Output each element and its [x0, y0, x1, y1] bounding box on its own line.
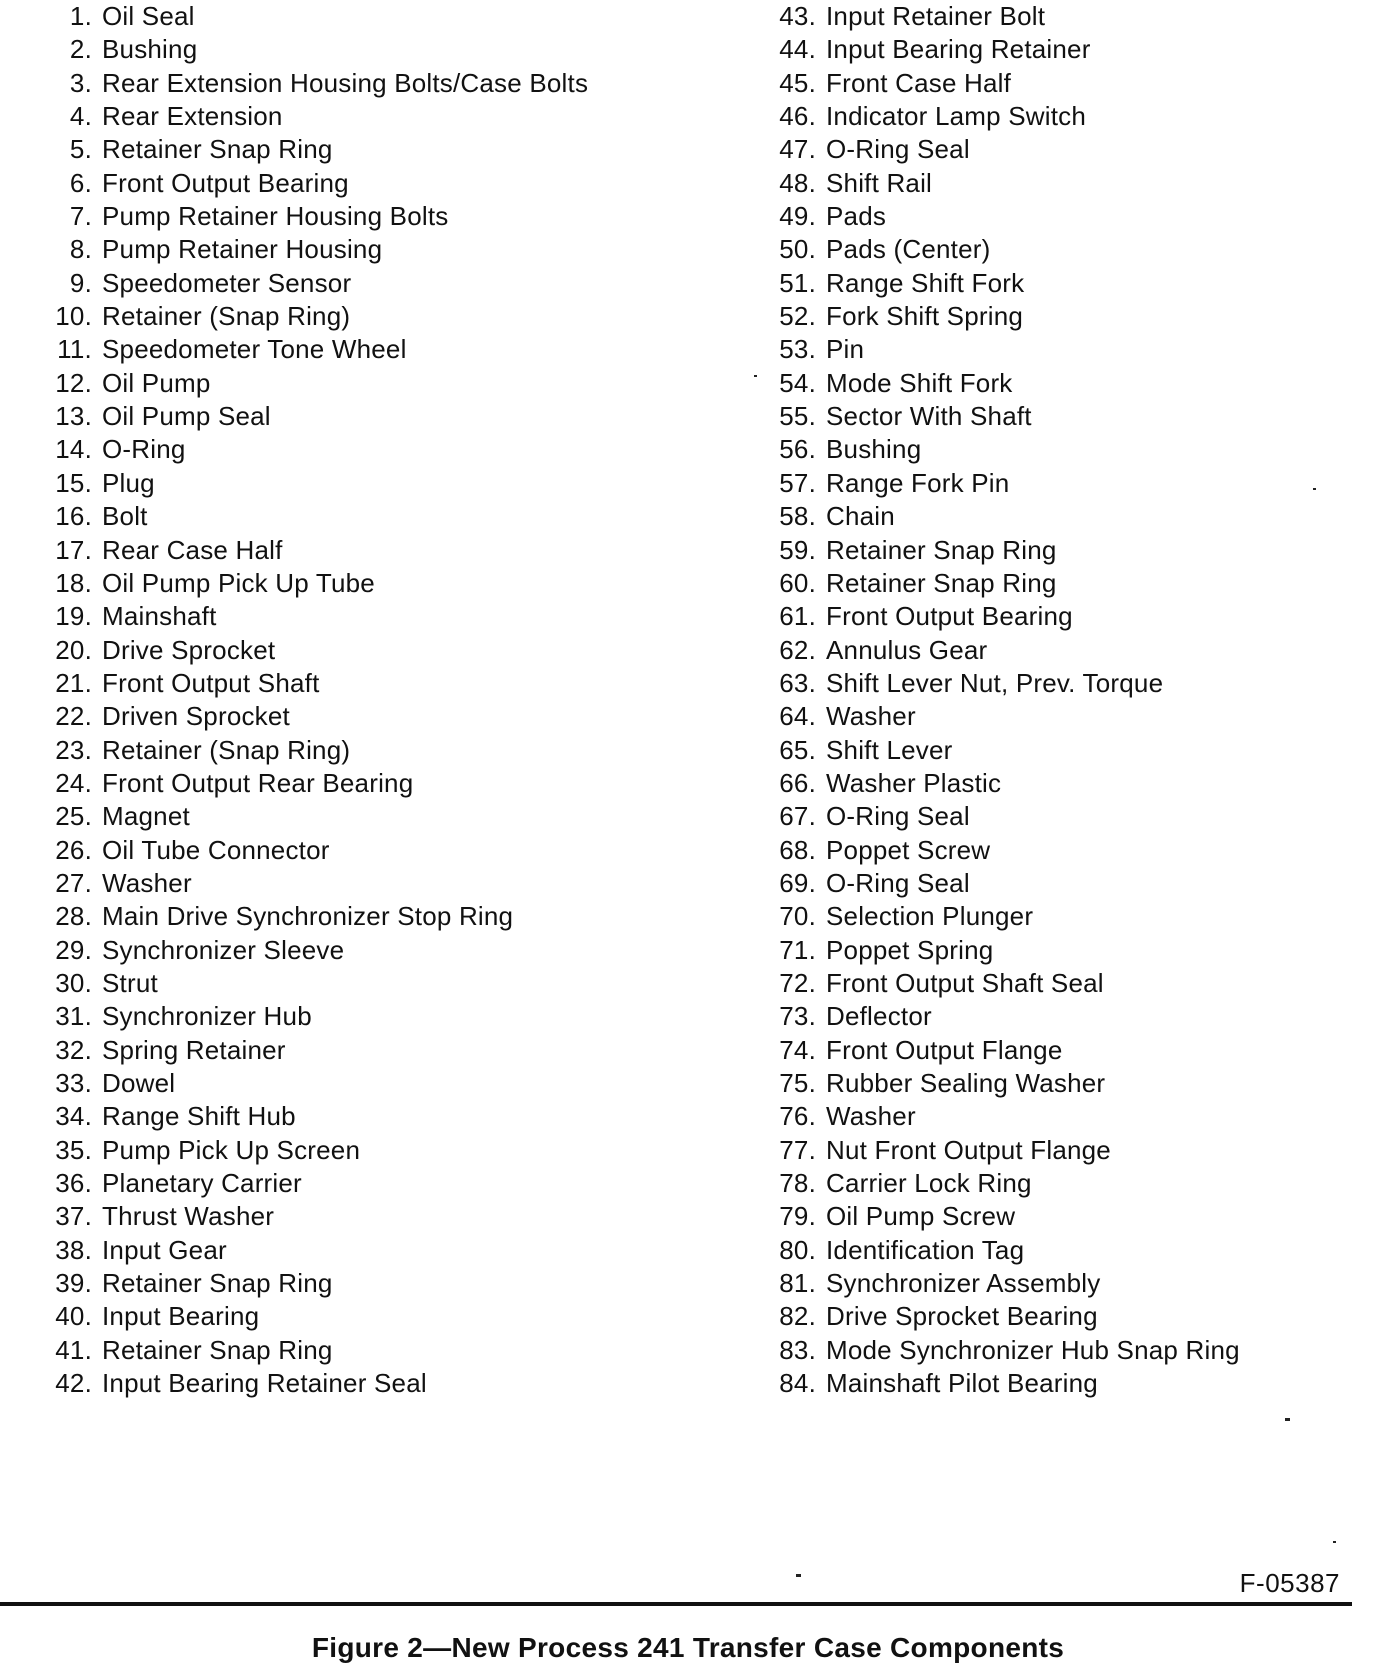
part-item: [0, 333, 680, 366]
part-number: 27.: [55, 867, 92, 898]
part-item: [722, 33, 1376, 66]
part-item: [722, 267, 1376, 300]
part-name: Pump Retainer Housing Bolts: [102, 201, 449, 232]
part-number: 21.: [55, 667, 92, 698]
part-number: 80.: [779, 1234, 816, 1265]
part-name: Plug: [102, 467, 155, 498]
part-name: Input Bearing Retainer: [826, 34, 1091, 65]
part-name: Shift Lever: [826, 734, 953, 765]
part-number: 2.: [69, 34, 92, 65]
part-item: [0, 1300, 680, 1333]
part-item: [0, 200, 680, 233]
part-number: 76.: [779, 1101, 816, 1132]
part-item: [0, 1200, 680, 1233]
part-name: O-Ring Seal: [826, 134, 970, 165]
part-name: Drive Sprocket Bearing: [826, 1301, 1098, 1332]
part-item: [0, 500, 680, 533]
part-item: [722, 1267, 1376, 1300]
part-name: Rear Case Half: [102, 534, 283, 565]
part-number: 35.: [55, 1134, 92, 1165]
part-item: [722, 1234, 1376, 1267]
part-item: [0, 934, 680, 967]
part-item: [722, 233, 1376, 266]
part-name: Synchronizer Sleeve: [102, 934, 345, 965]
part-name: Washer Plastic: [826, 767, 1002, 798]
part-item: [0, 1067, 680, 1100]
scan-speck: [796, 1574, 801, 1577]
part-number: 43.: [779, 1, 816, 31]
part-name: Oil Pump: [102, 367, 211, 398]
part-number: 13.: [55, 401, 92, 432]
part-number: 17.: [55, 534, 92, 565]
part-name: O-Ring Seal: [826, 801, 970, 832]
part-number: 30.: [55, 967, 92, 998]
part-name: Oil Pump Screw: [826, 1201, 1016, 1232]
part-name: Range Shift Hub: [102, 1101, 296, 1132]
part-item: [0, 167, 680, 200]
part-name: Poppet Spring: [826, 934, 994, 965]
part-number: 61.: [779, 601, 816, 632]
part-item: [722, 634, 1376, 667]
part-number: 84.: [779, 1368, 816, 1399]
part-item: [722, 1134, 1376, 1167]
part-item: [0, 1000, 680, 1033]
part-name: Mainshaft Pilot Bearing: [826, 1368, 1098, 1399]
part-item: [0, 1267, 680, 1300]
part-item: [722, 867, 1376, 900]
part-name: Washer: [826, 1101, 916, 1132]
part-number: 54.: [779, 367, 816, 398]
caption-divider: [0, 1602, 1352, 1606]
part-name: Front Case Half: [826, 67, 1012, 98]
part-name: Fork Shift Spring: [826, 301, 1024, 332]
part-item: [722, 333, 1376, 366]
part-number: 69.: [779, 867, 816, 898]
part-number: 63.: [779, 667, 816, 698]
part-number: 64.: [779, 701, 816, 732]
part-name: Synchronizer Hub: [102, 1001, 312, 1032]
part-item: [722, 67, 1376, 100]
part-number: 1.: [69, 1, 92, 31]
part-number: 78.: [779, 1168, 816, 1199]
part-name: Front Output Shaft: [102, 667, 320, 698]
part-number: 18.: [55, 567, 92, 598]
part-item: [722, 534, 1376, 567]
part-item: [0, 1034, 680, 1067]
part-item: [0, 900, 680, 933]
part-item: [0, 1334, 680, 1367]
part-name: Spring Retainer: [102, 1034, 286, 1065]
scan-speck: [1333, 1541, 1336, 1543]
part-item: [722, 167, 1376, 200]
part-number: 71.: [779, 934, 816, 965]
part-number: 49.: [779, 201, 816, 232]
part-number: 70.: [779, 901, 816, 932]
part-item: [722, 1167, 1376, 1200]
part-name: Range Shift Fork: [826, 267, 1025, 298]
part-item: [0, 534, 680, 567]
part-number: 3.: [69, 67, 92, 98]
part-item: [722, 800, 1376, 833]
part-name: Pump Pick Up Screen: [102, 1134, 361, 1165]
part-number: 65.: [779, 734, 816, 765]
part-number: 47.: [779, 134, 816, 165]
part-number: 44.: [779, 34, 816, 65]
part-number: 24.: [55, 767, 92, 798]
part-item: [0, 834, 680, 867]
part-name: Retainer Snap Ring: [102, 134, 333, 165]
part-name: Bushing: [826, 434, 922, 465]
part-name: Rear Extension: [102, 101, 283, 132]
part-item: [722, 400, 1376, 433]
part-number: 29.: [55, 934, 92, 965]
part-item: [0, 367, 680, 400]
part-name: Retainer Snap Ring: [826, 567, 1057, 598]
part-item: [722, 667, 1376, 700]
part-name: Oil Pump Seal: [102, 401, 271, 432]
part-item: [722, 433, 1376, 466]
part-item: [0, 600, 680, 633]
part-name: Planetary Carrier: [102, 1168, 302, 1199]
part-number: 60.: [779, 567, 816, 598]
part-number: 25.: [55, 801, 92, 832]
part-name: Retainer (Snap Ring): [102, 734, 351, 765]
part-number: 10.: [55, 301, 92, 332]
part-number: 28.: [55, 901, 92, 932]
part-item: [0, 634, 680, 667]
part-item: [722, 200, 1376, 233]
part-item: [0, 734, 680, 767]
part-name: Dowel: [102, 1068, 176, 1098]
part-name: Front Output Bearing: [826, 601, 1073, 632]
part-item: [722, 700, 1376, 733]
part-item: [722, 834, 1376, 867]
part-name: O-Ring Seal: [826, 867, 970, 898]
part-name: Shift Lever Nut, Prev. Torque: [826, 667, 1164, 698]
part-number: 59.: [779, 534, 816, 565]
part-item: [0, 133, 680, 166]
part-name: Input Bearing Retainer Seal: [102, 1368, 427, 1399]
part-number: 31.: [55, 1001, 92, 1032]
part-number: 36.: [55, 1168, 92, 1199]
part-name: Front Output Bearing: [102, 167, 349, 198]
part-name: Speedometer Tone Wheel: [102, 334, 407, 365]
scan-speck: [754, 375, 757, 377]
part-item: [722, 500, 1376, 533]
part-name: Drive Sprocket: [102, 634, 276, 665]
part-item: [722, 367, 1376, 400]
part-item: [722, 600, 1376, 633]
part-item: [0, 33, 680, 66]
part-name: Deflector: [826, 1001, 932, 1032]
part-item: [0, 567, 680, 600]
part-name: Mainshaft: [102, 601, 217, 632]
part-item: [0, 467, 680, 500]
part-number: 7.: [69, 201, 92, 232]
part-number: 12.: [55, 367, 92, 398]
part-name: Pin: [826, 334, 865, 365]
part-number: 16.: [55, 501, 92, 532]
part-item: [0, 1100, 680, 1133]
part-name: O-Ring: [102, 434, 186, 465]
part-name: Input Retainer Bolt: [826, 1, 1046, 31]
part-name: Mode Shift Fork: [826, 367, 1013, 398]
part-name: Poppet Screw: [826, 834, 991, 865]
part-item: [0, 1167, 680, 1200]
part-name: Washer: [826, 701, 916, 732]
part-name: Front Output Shaft Seal: [826, 967, 1104, 998]
part-item: [0, 1134, 680, 1167]
part-name: Pads: [826, 201, 887, 232]
part-number: 37.: [55, 1201, 92, 1232]
scan-speck: [1313, 488, 1316, 490]
part-item: [722, 1300, 1376, 1333]
figure-caption: Figure 2—New Process 241 Transfer Case Components: [311, 1632, 1065, 1663]
part-number: 15.: [55, 467, 92, 498]
part-item: [722, 767, 1376, 800]
part-item: [0, 433, 680, 466]
part-item: [0, 1367, 680, 1400]
part-name: Chain: [826, 501, 895, 532]
part-item: [0, 867, 680, 900]
part-number: 14.: [55, 434, 92, 465]
part-name: Magnet: [102, 801, 190, 832]
part-name: Retainer (Snap Ring): [102, 301, 351, 332]
part-number: 9.: [69, 267, 92, 298]
part-number: 32.: [55, 1034, 92, 1065]
part-name: Range Fork Pin: [826, 467, 1010, 498]
part-name: Shift Rail: [826, 167, 933, 198]
part-number: 46.: [779, 101, 816, 132]
part-number: 23.: [55, 734, 92, 765]
part-number: 77.: [779, 1134, 816, 1165]
part-item: [0, 667, 680, 700]
part-number: 40.: [55, 1301, 92, 1332]
part-item: [722, 1000, 1376, 1033]
part-number: 53.: [779, 334, 816, 365]
part-item: [722, 567, 1376, 600]
part-name: Selection Plunger: [826, 901, 1034, 932]
part-name: Indicator Lamp Switch: [826, 101, 1086, 132]
part-name: Rubber Sealing Washer: [826, 1068, 1106, 1098]
part-item: [0, 767, 680, 800]
part-item: [0, 233, 680, 266]
part-item: [722, 1367, 1376, 1400]
part-name: Retainer Snap Ring: [102, 1268, 333, 1299]
part-number: 51.: [779, 267, 816, 298]
part-number: 74.: [779, 1034, 816, 1065]
part-number: 19.: [55, 601, 92, 632]
part-name: Annulus Gear: [826, 634, 988, 665]
part-number: 81.: [779, 1268, 816, 1299]
part-item: [0, 700, 680, 733]
part-number: 38.: [55, 1234, 92, 1265]
part-number: 73.: [779, 1001, 816, 1032]
part-number: 34.: [55, 1101, 92, 1132]
part-number: 41.: [55, 1334, 92, 1365]
part-item: [722, 1100, 1376, 1133]
part-item: [722, 734, 1376, 767]
part-number: 42.: [55, 1368, 92, 1399]
part-item: [0, 100, 680, 133]
part-name: Pump Retainer Housing: [102, 234, 383, 265]
part-name: Sector With Shaft: [826, 401, 1032, 432]
part-name: Strut: [102, 967, 158, 998]
part-item: [722, 900, 1376, 933]
part-item: [722, 300, 1376, 333]
part-name: Bolt: [102, 501, 148, 532]
part-name: Speedometer Sensor: [102, 267, 352, 298]
part-number: 33.: [55, 1068, 92, 1098]
part-name: Identification Tag: [826, 1234, 1025, 1265]
part-item: [0, 800, 680, 833]
part-name: Carrier Lock Ring: [826, 1168, 1032, 1199]
part-number: 45.: [779, 67, 816, 98]
part-item: [722, 133, 1376, 166]
parts-list-right: [722, 0, 1376, 1400]
part-item: [0, 1234, 680, 1267]
part-item: [0, 0, 680, 33]
part-number: 55.: [779, 401, 816, 432]
part-item: [722, 1034, 1376, 1067]
part-name: Mode Synchronizer Hub Snap Ring: [826, 1334, 1240, 1365]
part-number: 4.: [69, 101, 92, 132]
part-number: 83.: [779, 1334, 816, 1365]
part-item: [722, 967, 1376, 1000]
part-number: 66.: [779, 767, 816, 798]
part-number: 52.: [779, 301, 816, 332]
part-item: [722, 1200, 1376, 1233]
scan-speck: [1285, 1418, 1290, 1421]
part-number: 20.: [55, 634, 92, 665]
part-item: [722, 1067, 1376, 1100]
part-name: Washer: [102, 867, 192, 898]
part-number: 79.: [779, 1201, 816, 1232]
part-number: 8.: [69, 234, 92, 265]
part-number: 75.: [779, 1068, 816, 1098]
part-name: Nut Front Output Flange: [826, 1134, 1111, 1165]
part-number: 56.: [779, 434, 816, 465]
part-number: 82.: [779, 1301, 816, 1332]
part-number: 67.: [779, 801, 816, 832]
part-name: Bushing: [102, 34, 198, 65]
part-item: [0, 67, 680, 100]
part-name: Pads (Center): [826, 234, 991, 265]
part-number: 26.: [55, 834, 92, 865]
part-number: 72.: [779, 967, 816, 998]
part-number: 62.: [779, 634, 816, 665]
part-number: 5.: [69, 134, 92, 165]
part-name: Driven Sprocket: [102, 701, 290, 732]
part-number: 48.: [779, 167, 816, 198]
part-item: [0, 300, 680, 333]
part-number: 57.: [779, 467, 816, 498]
part-name: Oil Seal: [102, 1, 195, 31]
part-item: [722, 467, 1376, 500]
part-number: 6.: [69, 167, 92, 198]
part-name: Thrust Washer: [102, 1201, 275, 1232]
part-number: 11.: [57, 334, 92, 365]
part-number: 50.: [779, 234, 816, 265]
figure-code: F-05387: [1239, 1568, 1340, 1598]
part-name: Input Bearing: [102, 1301, 260, 1332]
part-number: 39.: [55, 1268, 92, 1299]
part-name: Front Output Rear Bearing: [102, 767, 414, 798]
part-name: Retainer Snap Ring: [826, 534, 1057, 565]
part-name: Front Output Flange: [826, 1034, 1063, 1065]
part-name: Input Gear: [102, 1234, 227, 1265]
part-name: Rear Extension Housing Bolts/Case Bolts: [102, 67, 589, 98]
part-name: Synchronizer Assembly: [826, 1268, 1101, 1299]
part-item: [722, 0, 1376, 33]
part-item: [722, 100, 1376, 133]
part-name: Oil Tube Connector: [102, 834, 330, 865]
part-item: [0, 967, 680, 1000]
parts-list-left: [0, 0, 680, 1400]
part-number: 68.: [779, 834, 816, 865]
part-number: 58.: [779, 501, 816, 532]
part-item: [722, 1334, 1376, 1367]
part-item: [0, 400, 680, 433]
part-name: Retainer Snap Ring: [102, 1334, 333, 1365]
part-name: Main Drive Synchronizer Stop Ring: [102, 901, 514, 932]
part-name: Oil Pump Pick Up Tube: [102, 567, 375, 598]
part-item: [722, 934, 1376, 967]
part-item: [0, 267, 680, 300]
part-number: 22.: [55, 701, 92, 732]
